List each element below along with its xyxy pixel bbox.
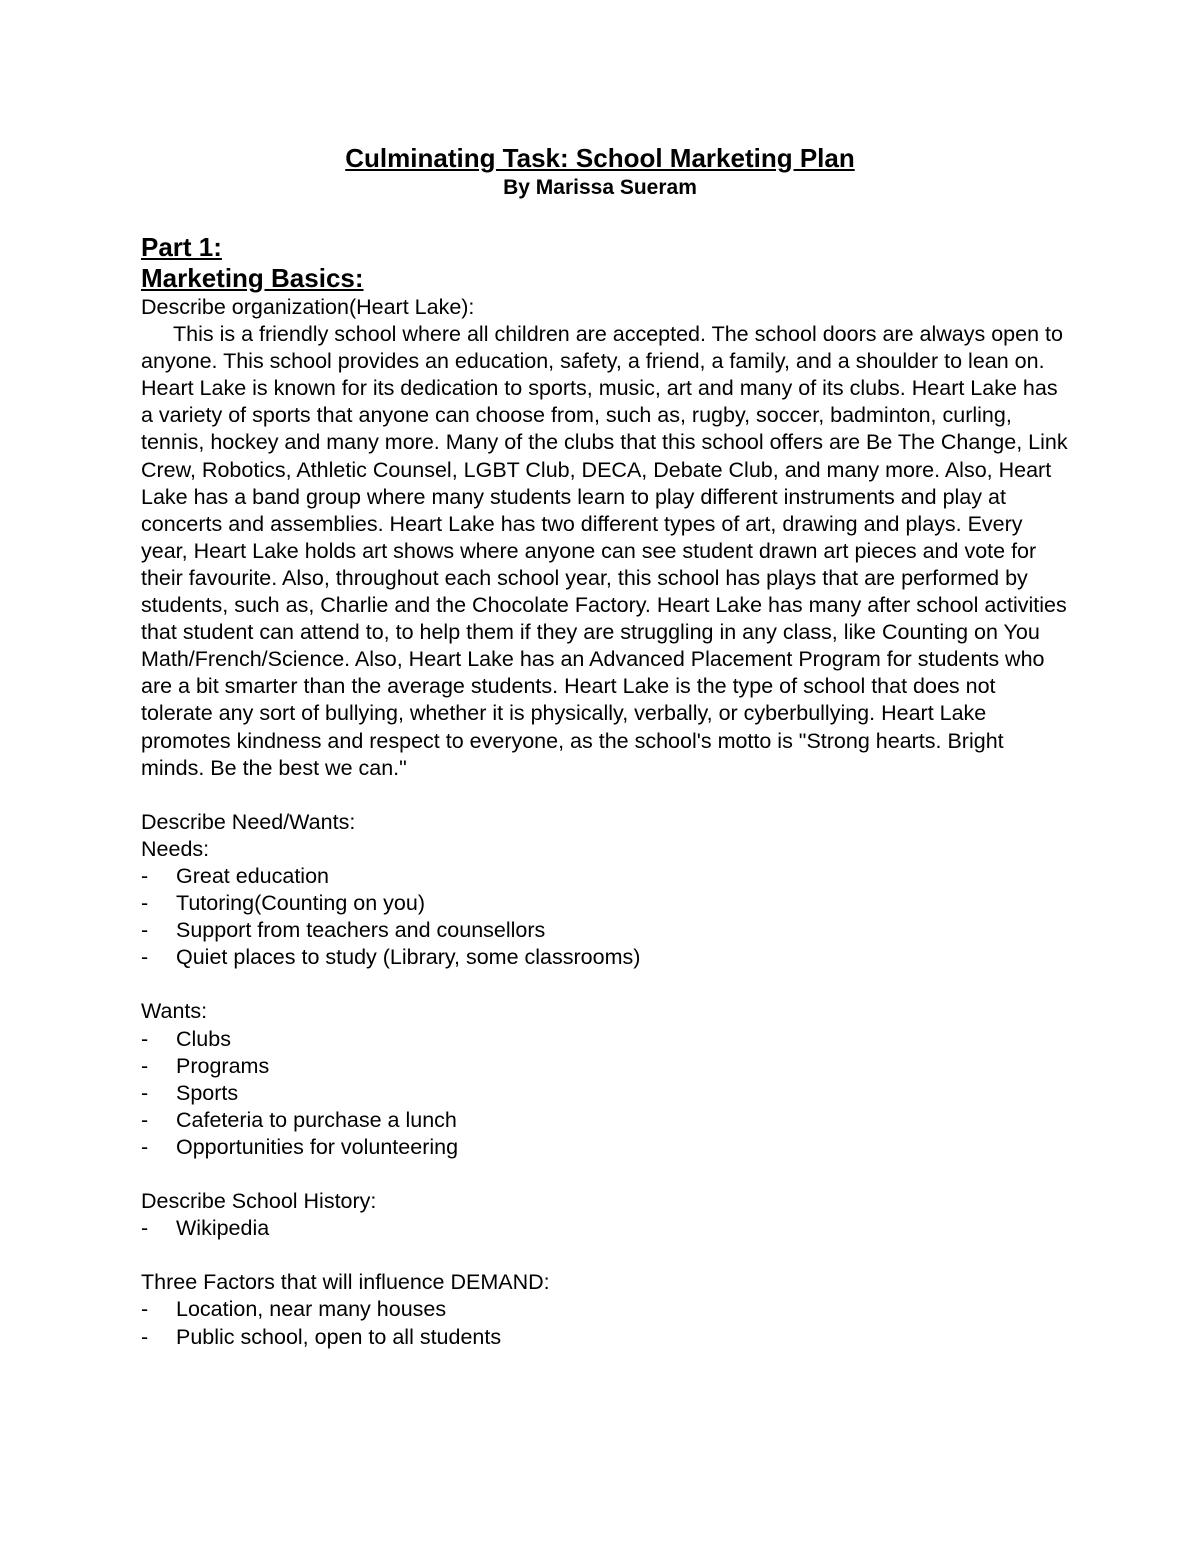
spacer: [141, 971, 1071, 998]
dash-bullet: -: [141, 1107, 149, 1132]
list-item: [141, 1053, 1071, 1080]
demand-label: Three Factors that will influence DEMAND:: [141, 1270, 550, 1295]
dash-bullet: -: [141, 1297, 149, 1322]
org-paragraph: This is a friendly school where all children are accepted. The school doors are always open to anyone. This school provides an education, safety, a friend, a family, and a shoulder to lean on. Heart Lake is known for its dedication to sports, music, art and many of its clubs. Heart Lake has a variety of sports that anyone can choose from, such as, rugby, soccer, badminton, curling, tennis, hockey and many more. Many of the clubs that this school offers are Be The Change, Link Crew, Robotics, Athletic Counsel, LGBT Club, DECA, Debate Club, and many more. Also, Heart Lake has a band group where many students learn to play different instruments and play at concerts and assemblies. Heart Lake has two different types of art, drawing and plays. Every year, Heart Lake holds art shows where anyone can see student drawn art pieces and vote for their favourite. Also, throughout each school year, this school has plays that are performed by students, such as, Charlie and the Chocolate Factory. Heart Lake has many after school activities that student can attend to, to help them if they are struggling in any class, like Counting on You Math/French/Science. Also, Heart Lake has an Advanced Placement Program for students who are a bit smarter than the average students. Heart Lake is the type of school that does not tolerate any sort of bullying, whether it is physically, verbally, or cyberbullying. Heart Lake promotes kindness and respect to everyone, as the school's motto is "Strong hearts. Bright minds. Be the best we can.": [141, 322, 1068, 780]
list-item-text: Clubs: [176, 1026, 231, 1051]
dash-bullet: -: [141, 1026, 149, 1051]
list-item-text: Opportunities for volunteering: [176, 1134, 459, 1159]
needs-label: Needs:: [141, 836, 210, 861]
document-author: By Marissa Sueram: [503, 176, 697, 199]
dash-bullet: -: [141, 1053, 149, 1078]
dash-bullet: -: [141, 891, 149, 916]
list-item-text: Quiet places to study (Library, some classrooms): [176, 945, 641, 970]
dash-bullet: -: [141, 863, 149, 888]
document-body: [141, 232, 1071, 1351]
list-item: [141, 890, 1071, 917]
part-heading: Part 1:: [141, 232, 222, 262]
list-item-text: Tutoring(Counting on you): [176, 891, 425, 916]
list-item: [141, 1080, 1071, 1107]
history-label: Describe School History:: [141, 1189, 377, 1214]
list-item-text: Sports: [176, 1080, 239, 1105]
dash-bullet: -: [141, 1080, 149, 1105]
list-item: [141, 1324, 1071, 1351]
list-item: [141, 1134, 1071, 1161]
list-item: [141, 863, 1071, 890]
demand-list: [141, 1296, 1071, 1350]
dash-bullet: -: [141, 1216, 149, 1241]
list-item-text: Location, near many houses: [176, 1297, 447, 1322]
spacer: [141, 1242, 1071, 1269]
dash-bullet: -: [141, 1324, 149, 1349]
wants-list: [141, 1026, 1071, 1161]
list-item: [141, 917, 1071, 944]
list-item-text: Public school, open to all students: [176, 1324, 502, 1349]
history-list: [141, 1215, 1071, 1242]
document-title: Culminating Task: School Marketing Plan: [345, 143, 855, 173]
spacer: [141, 1161, 1071, 1188]
list-item-text: Wikipedia: [176, 1216, 270, 1241]
list-item: [141, 1107, 1071, 1134]
dash-bullet: -: [141, 918, 149, 943]
list-item-text: Cafeteria to purchase a lunch: [176, 1107, 457, 1132]
list-item: [141, 1215, 1071, 1242]
dash-bullet: -: [141, 945, 149, 970]
spacer: [141, 782, 1071, 809]
wants-label: Wants:: [141, 999, 208, 1024]
needs-list: [141, 863, 1071, 971]
list-item-text: Support from teachers and counsellors: [176, 918, 546, 943]
list-item: [141, 1026, 1071, 1053]
needs-wants-label: Describe Need/Wants:: [141, 809, 356, 834]
org-label: Describe organization(Heart Lake):: [141, 295, 475, 319]
list-item-text: Programs: [176, 1053, 270, 1078]
section-heading: Marketing Basics:: [141, 263, 364, 293]
list-item: [141, 944, 1071, 971]
dash-bullet: -: [141, 1134, 149, 1159]
list-item-text: Great education: [176, 863, 329, 888]
list-item: [141, 1296, 1071, 1323]
